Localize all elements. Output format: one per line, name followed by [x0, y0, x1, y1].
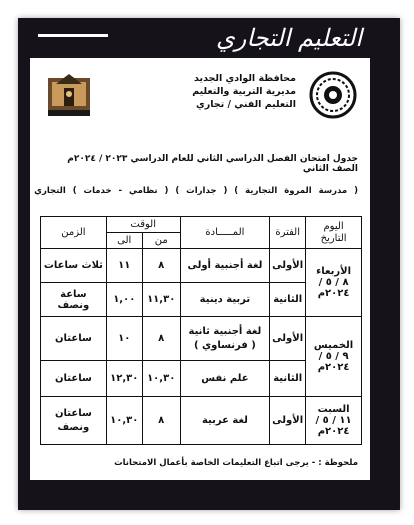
to-cell: ١٠ — [106, 317, 142, 361]
period-cell: الثانية — [270, 283, 306, 317]
header-lines — [192, 72, 296, 111]
to-cell: ١,٠٠ — [106, 283, 142, 317]
paper — [30, 58, 370, 480]
header-time: الوقت — [106, 217, 180, 233]
table-row — [41, 397, 362, 445]
from-cell: ٨ — [142, 249, 180, 283]
to-cell: ١٢,٣٠ — [106, 361, 142, 397]
from-cell: ١١,٣٠ — [142, 283, 180, 317]
from-cell: ٨ — [142, 397, 180, 445]
date-label: ٨ / ٥ / ٢٠٢٤م — [317, 277, 350, 299]
ministry-logo-icon — [308, 70, 358, 120]
grade-label: الصف الثاني — [302, 164, 358, 174]
schedule-title — [30, 154, 358, 174]
instructions-note: ملحوظة : - يرجى اتباع التعليمات الخاصة بأعمال الامتحانات — [114, 458, 358, 468]
subject-cell: لغة أجنبية ثانية ( فرنساوي ) — [180, 317, 270, 361]
subject-cell: علم نفس — [180, 361, 270, 397]
banner-stripe — [38, 34, 108, 37]
period-cell: الأولى — [270, 317, 306, 361]
day-date-cell — [306, 397, 362, 445]
date-label: ١١ / ٥ / ٢٠٢٤م — [315, 415, 352, 437]
duration-cell: ساعتان ونصف — [41, 397, 107, 445]
department-line: التعليم الفني / تجاري — [196, 99, 296, 110]
day-date-cell — [306, 249, 362, 317]
school-logo-icon — [42, 70, 96, 120]
day-label: الخميس — [313, 340, 354, 351]
table-row — [41, 249, 362, 283]
duration-cell: ساعة ونصف — [41, 283, 107, 317]
to-cell: ١١ — [106, 249, 142, 283]
header-day-date: اليوم التاريخ — [306, 217, 362, 249]
subject-cell: لغة عربية — [180, 397, 270, 445]
exam-table — [40, 216, 362, 445]
schedule-title-text: جدول امتحان الفصل الدراسي الثاني للعام الدراسي ٢٠٢٣ / ٢٠٢٤م — [67, 154, 358, 164]
duration-cell: ساعتان — [41, 361, 107, 397]
table-row — [41, 317, 362, 361]
directorate-line: مديرية التربية والتعليم — [192, 86, 296, 97]
title-banner — [30, 26, 372, 56]
day-date-cell — [306, 317, 362, 397]
duration-cell: ثلاث ساعات — [41, 249, 107, 283]
period-cell: الثانية — [270, 361, 306, 397]
subject-cell: لغة أجنبية أولى — [180, 249, 270, 283]
governorate-line: محافظة الوادي الجديد — [194, 73, 296, 84]
period-cell: الأولى — [270, 397, 306, 445]
header-subject: المـــــادة — [180, 217, 270, 249]
period-cell: الأولى — [270, 249, 306, 283]
duration-cell: ساعتان — [41, 317, 107, 361]
banner-title: التعليم التجاري — [216, 24, 362, 52]
header-from: من — [142, 233, 180, 249]
header-to: الى — [106, 233, 142, 249]
to-cell: ١٠,٣٠ — [106, 397, 142, 445]
header-duration: الزمن — [41, 217, 107, 249]
from-cell: ٨ — [142, 317, 180, 361]
subject-cell: تربية دينية — [180, 283, 270, 317]
day-label: السبت — [317, 404, 350, 415]
header-period: الفترة — [270, 217, 306, 249]
from-cell: ١٠,٣٠ — [142, 361, 180, 397]
day-label: الأربعاء — [316, 266, 352, 277]
school-info: ( مدرسة المروة التجارية ) ( جدارات ) ( نظامي - خدمات ) التجاري — [34, 186, 358, 196]
date-label: ٩ / ٥ / ٢٠٢٤م — [317, 351, 350, 373]
